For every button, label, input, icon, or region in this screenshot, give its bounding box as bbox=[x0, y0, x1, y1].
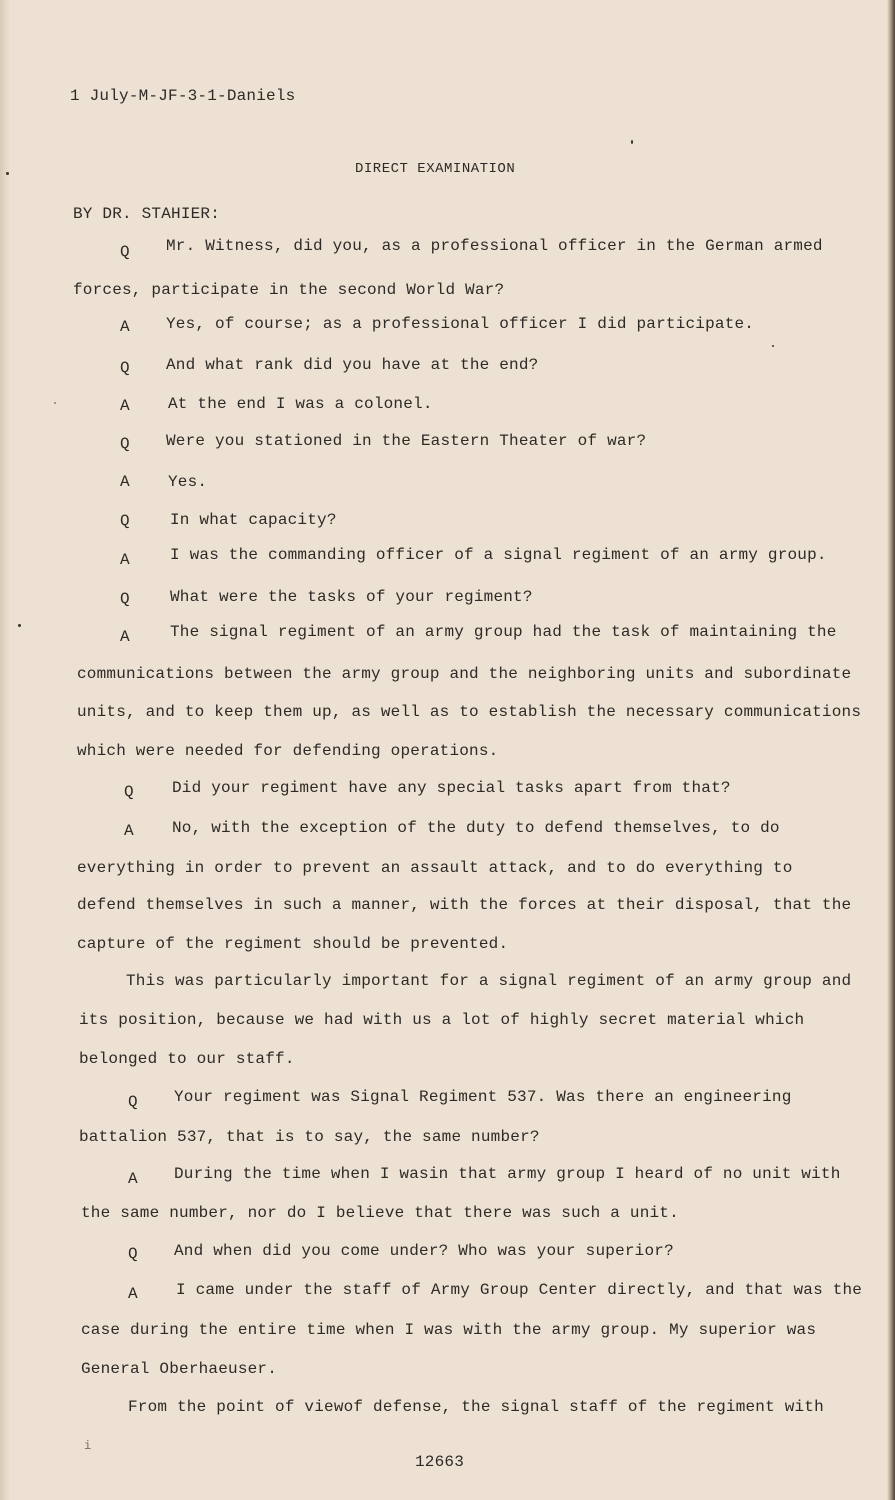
testimony-line: Your regiment was Signal Regiment 537. Was there an engineering bbox=[174, 1088, 792, 1106]
testimony-line: battalion 537, that is to say, the same number? bbox=[79, 1128, 540, 1146]
speaker-label: Q bbox=[124, 783, 134, 801]
section-title: DIRECT EXAMINATION bbox=[355, 161, 516, 177]
testimony-line: In what capacity? bbox=[170, 511, 337, 529]
page-number: 12663 bbox=[415, 1453, 465, 1471]
testimony-line: defend themselves in such a manner, with the forces at their disposal, that the bbox=[77, 896, 852, 914]
testimony-line: The signal regiment of an army group had the task of maintaining the bbox=[170, 623, 837, 641]
speaker-label: Q bbox=[120, 243, 130, 261]
testimony-line: Were you stationed in the Eastern Theater of war? bbox=[166, 432, 647, 450]
testimony-line: which were needed for defending operations. bbox=[77, 742, 499, 760]
testimony-line: communications between the army group and the neighboring units and subordinate bbox=[77, 665, 852, 683]
speaker-label: A bbox=[128, 1170, 138, 1188]
margin-mark: i bbox=[84, 1439, 92, 1453]
speaker-label: Q bbox=[120, 435, 130, 453]
speaker-label: A bbox=[128, 1285, 138, 1303]
testimony-line: General Oberhaeuser. bbox=[81, 1360, 278, 1378]
testimony-line: Did your regiment have any special tasks apart from that? bbox=[172, 779, 731, 797]
speaker-label: A bbox=[120, 628, 130, 646]
testimony-line: everything in order to prevent an assault attack, and to do everything to bbox=[77, 859, 793, 877]
speaker-label: Q bbox=[128, 1245, 138, 1263]
testimony-line: Yes. bbox=[168, 473, 208, 491]
ink-speck bbox=[54, 402, 56, 404]
testimony-line: belonged to our staff. bbox=[79, 1050, 295, 1068]
speaker-label: Q bbox=[120, 512, 130, 530]
testimony-line: And what rank did you have at the end? bbox=[166, 356, 539, 374]
testimony-line: capture of the regiment should be prevented. bbox=[77, 935, 509, 953]
speaker-label: Q bbox=[128, 1093, 138, 1111]
ink-speck bbox=[631, 140, 633, 144]
testimony-line: This was particularly important for a signal regiment of an army group and bbox=[126, 972, 852, 990]
testimony-line: units, and to keep them up, as well as to establish the necessary communications bbox=[77, 703, 862, 721]
speaker-label: Q bbox=[120, 590, 130, 608]
testimony-line: Mr. Witness, did you, as a professional officer in the German armed bbox=[166, 237, 823, 255]
ink-speck bbox=[18, 624, 21, 627]
testimony-line: What were the tasks of your regiment? bbox=[170, 588, 533, 606]
testimony-line: And when did you come under? Who was your superior? bbox=[174, 1242, 674, 1260]
testimony-line: its position, because we had with us a lot of highly secret material which bbox=[79, 1011, 805, 1029]
speaker-label: A bbox=[120, 473, 130, 491]
testimony-line: forces, participate in the second World War? bbox=[73, 281, 505, 299]
testimony-line: the same number, nor do I believe that there was such a unit. bbox=[81, 1204, 679, 1222]
speaker-label: A bbox=[124, 822, 134, 840]
testimony-line: At the end I was a colonel. bbox=[168, 395, 433, 413]
speaker-label: A bbox=[120, 397, 130, 415]
speaker-label: Q bbox=[120, 359, 130, 377]
testimony-line: I came under the staff of Army Group Center directly, and that was the bbox=[176, 1281, 863, 1299]
examiner-line: BY DR. STAHIER: bbox=[73, 205, 221, 223]
testimony-line: Yes, of course; as a professional officer I did participate. bbox=[166, 315, 755, 333]
testimony-line: During the time when I wasin that army group I heard of no unit with bbox=[174, 1165, 841, 1183]
document-reference: 1 July-M-JF-3-1-Daniels bbox=[70, 87, 296, 105]
testimony-line: I was the commanding officer of a signal regiment of an army group. bbox=[170, 546, 827, 564]
ink-speck bbox=[772, 345, 774, 347]
testimony-line: case during the entire time when I was with the army group. My superior was bbox=[81, 1321, 817, 1339]
testimony-line: From the point of viewof defense, the signal staff of the regiment with bbox=[128, 1398, 824, 1416]
testimony-line: No, with the exception of the duty to defend themselves, to do bbox=[172, 819, 780, 837]
speaker-label: A bbox=[120, 551, 130, 569]
ink-speck bbox=[6, 172, 9, 175]
speaker-label: A bbox=[120, 318, 130, 336]
